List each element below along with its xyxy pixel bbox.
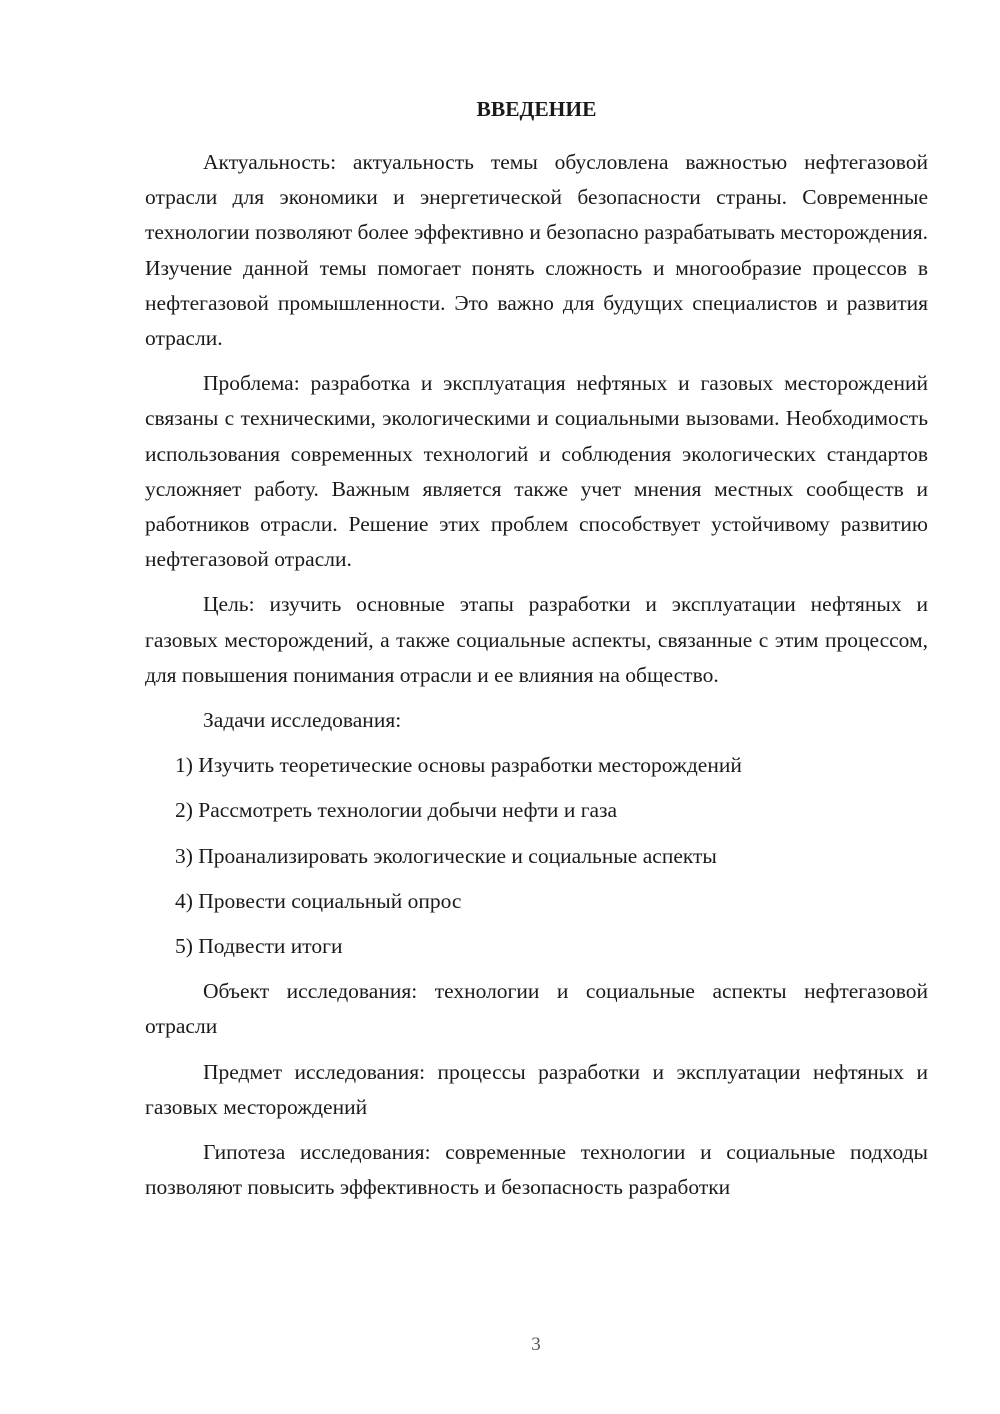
paragraph-problem: Проблема: разработка и эксплуатация нефтяных и газовых месторождений связаны с техническими, экологическими и социальными вызовами. Необходимость использования современных технологий и соблюдения экологических стандартов усложняет работу. Важным является также учет мнения местных сообществ и работников отрасли. Решение этих проблем способствует устойчивому развитию нефтегазовой отрасли. (145, 371, 928, 572)
task-item-1: 1) Изучить теоретические основы разработки месторождений (175, 753, 742, 778)
task-item-2: 2) Рассмотреть технологии добычи нефти и газа (175, 798, 618, 823)
paragraph-goal: Цель: изучить основные этапы разработки и эксплуатации нефтяных и газовых месторождений, а также социальные аспекты, связанные с этим процессом, для повышения понимания отрасли и ее влияния на общество. (145, 592, 928, 687)
task-item-5: 5) Подвести итоги (175, 934, 343, 959)
paragraph-subject: Предмет исследования: процессы разработки и эксплуатации нефтяных и газовых месторождений (145, 1059, 928, 1119)
paragraph-relevance: Актуальность: актуальность темы обусловлена важностью нефтегазовой отрасли для экономики и энергетической безопасности страны. Современные технологии позволяют более эффективно и безопасно разрабатывать месторождения. Изучение данной темы помогает понять сложность и многообразие процессов в нефтегазовой промышленности. Это важно для будущих специалистов и развития отрасли. (145, 150, 928, 351)
task-item-3: 3) Проанализировать экологические и социальные аспекты (175, 843, 717, 868)
task-item-4: 4) Провести социальный опрос (175, 888, 462, 913)
document-page (145, 92, 928, 1215)
page-number: 3 (531, 1334, 541, 1355)
paragraph-object: Объект исследования: технологии и социальные аспекты нефтегазовой отрасли (145, 979, 928, 1039)
section-title: ВВЕДЕНИЕ (476, 97, 597, 121)
task-list (145, 748, 928, 964)
tasks-heading: Задачи исследования: (203, 708, 402, 733)
paragraph-hypothesis: Гипотеза исследования: современные технологии и социальные подходы позволяют повысить эффективность и безопасность разработки (145, 1140, 928, 1200)
